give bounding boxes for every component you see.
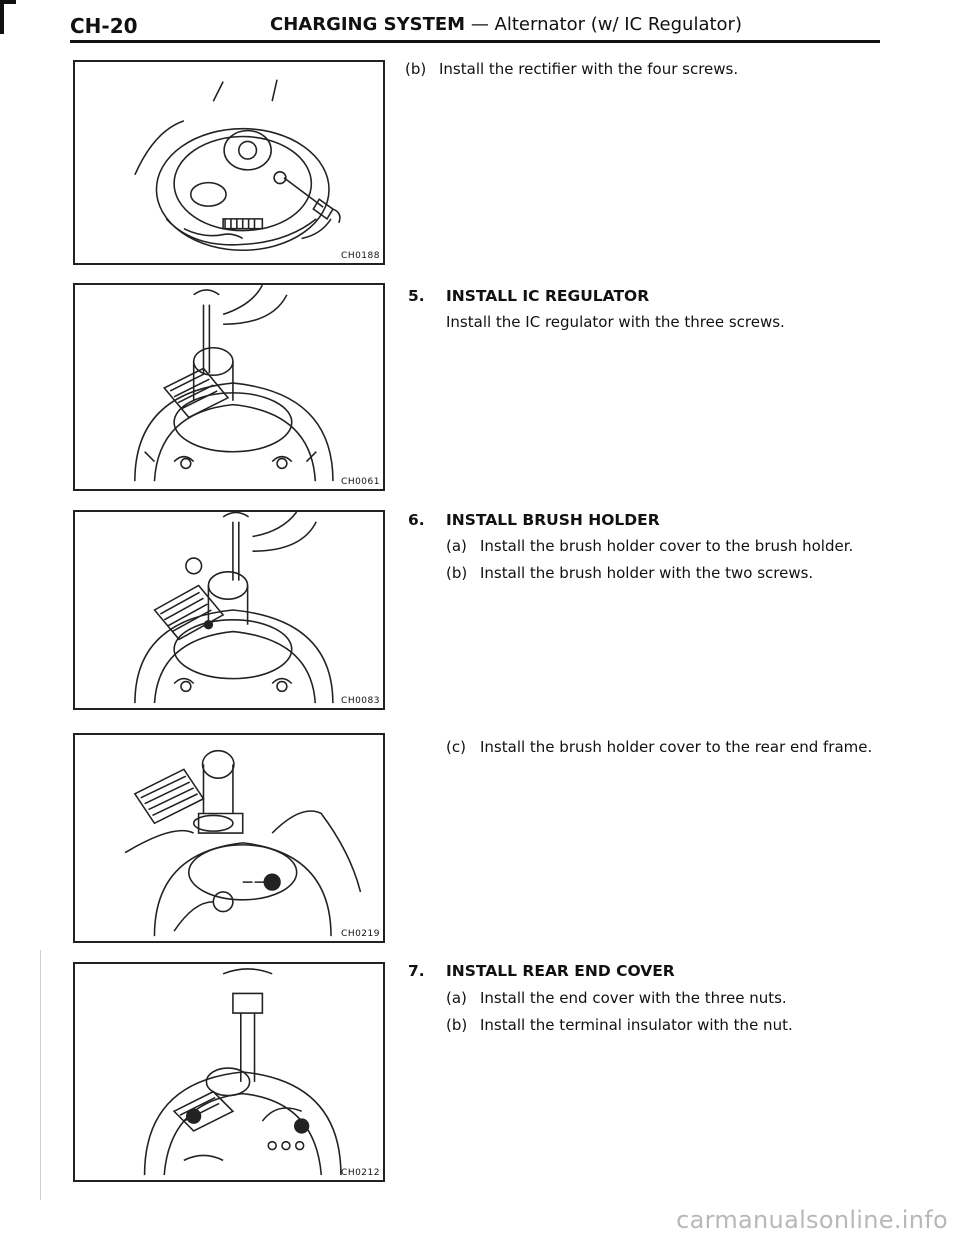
page-header xyxy=(70,14,880,40)
figure-code: CH0188 xyxy=(341,251,380,261)
sub-text: Install the rectifier with the four screws. xyxy=(439,60,739,78)
watermark: carmanualsonline.info xyxy=(676,1206,948,1234)
step-number: 7. xyxy=(408,962,425,980)
step-6-heading xyxy=(408,511,660,529)
figure-code: CH0061 xyxy=(341,477,380,487)
figure-ic-regulator-install xyxy=(73,283,385,491)
header-rule xyxy=(70,40,880,43)
step-7b xyxy=(446,1016,793,1034)
figure-brush-holder-install xyxy=(73,510,385,710)
sub-label: (b) xyxy=(405,60,427,78)
step-title: INSTALL BRUSH HOLDER xyxy=(446,511,660,529)
figure-rear-end-cover-install xyxy=(73,962,385,1182)
corner-crop-mark xyxy=(0,0,16,34)
sub-label: (a) xyxy=(446,537,467,555)
step-5-heading xyxy=(408,287,649,305)
section-title xyxy=(270,14,742,35)
sub-label: (c) xyxy=(446,738,466,756)
step-6c xyxy=(446,738,872,756)
sub-label: (b) xyxy=(446,1016,468,1034)
sub-text: Install the brush holder with the two screws. xyxy=(480,564,814,582)
rectifier-illustration xyxy=(75,62,383,263)
section-subtitle: — Alternator (w/ IC Regulator) xyxy=(470,14,742,35)
sub-text: Install the brush holder cover to the rear end frame. xyxy=(480,738,873,756)
figure-code: CH0219 xyxy=(341,929,380,939)
section-name: CHARGING SYSTEM xyxy=(270,14,466,35)
brush-holder-illustration xyxy=(75,512,383,708)
sub-text: Install the terminal insulator with the nut. xyxy=(480,1016,793,1034)
sub-text: Install the end cover with the three nuts. xyxy=(480,989,787,1007)
sub-label: (b) xyxy=(446,564,468,582)
brush-cover-illustration xyxy=(75,735,383,941)
step-5-text: Install the IC regulator with the three screws. xyxy=(446,313,785,331)
step-7a xyxy=(446,989,787,1007)
step-number: 6. xyxy=(408,511,425,529)
step-title: INSTALL IC REGULATOR xyxy=(446,287,650,305)
figure-code: CH0083 xyxy=(341,696,380,706)
step-number: 5. xyxy=(408,287,425,305)
page-number: CH-20 xyxy=(70,14,138,38)
sub-text: Install the brush holder cover to the brush holder. xyxy=(480,537,854,555)
step-rectifier-b xyxy=(405,60,738,78)
figure-code: CH0212 xyxy=(341,1168,380,1178)
step-6b xyxy=(446,564,813,582)
figure-brush-cover-install xyxy=(73,733,385,943)
scan-edge-line xyxy=(40,950,41,1200)
step-title: INSTALL REAR END COVER xyxy=(446,962,675,980)
step-7-heading xyxy=(408,962,675,980)
ic-regulator-illustration xyxy=(75,285,383,489)
figure-rectifier-install xyxy=(73,60,385,265)
rear-end-cover-illustration xyxy=(75,964,383,1180)
step-6a xyxy=(446,537,853,555)
sub-label: (a) xyxy=(446,989,467,1007)
